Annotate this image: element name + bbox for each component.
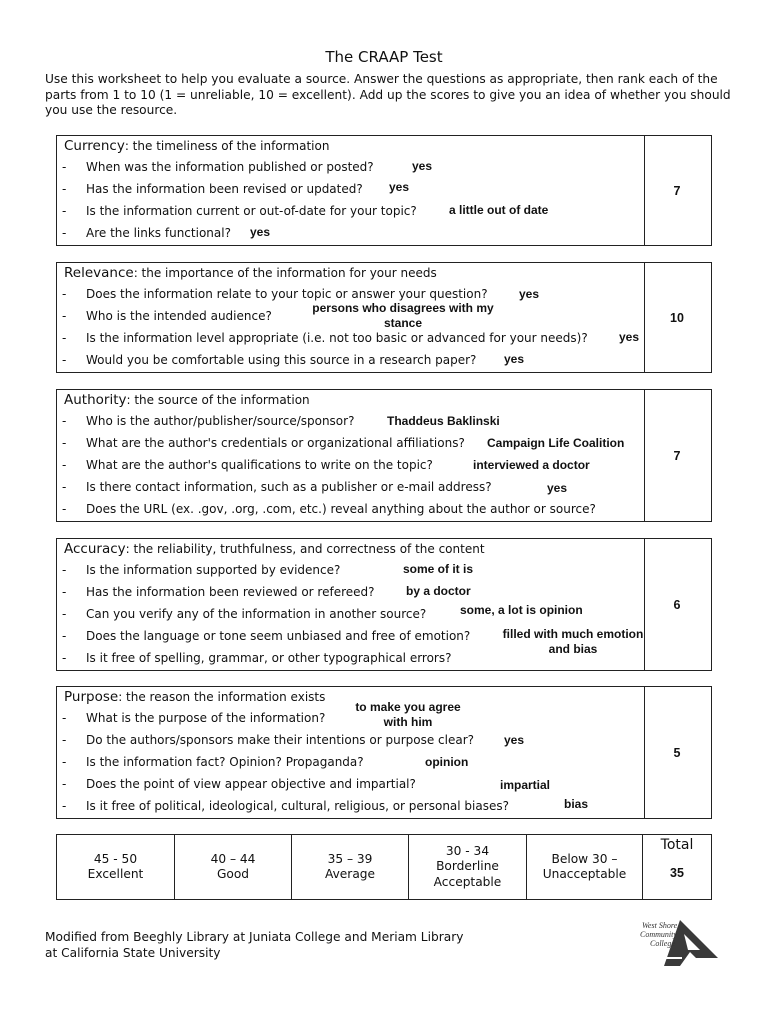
scale-cell: 35 – 39 Average: [292, 835, 409, 899]
question: - Is it free of spelling, grammar, or other typographical errors?: [62, 651, 452, 665]
section-score: 5: [673, 745, 681, 760]
college-logo: [640, 916, 720, 972]
section-heading: Purpose: the reason the information exists: [64, 689, 326, 705]
answer: Thaddeus Baklinski: [387, 414, 500, 428]
answer: to make you agree with him: [355, 700, 461, 729]
answer: some of it is: [403, 562, 474, 576]
svg-text:College: College: [650, 939, 675, 948]
score-scale-table: [56, 834, 712, 900]
section-heading: Relevance: the importance of the information for your needs: [64, 265, 437, 281]
question: - Has the information been revised or updated?: [62, 182, 363, 196]
answer: a little out of date: [449, 203, 549, 217]
answer: bias: [564, 797, 589, 811]
question: - Can you verify any of the information in another source?: [62, 607, 427, 621]
answer: yes: [504, 733, 525, 747]
answer: interviewed a doctor: [473, 458, 590, 472]
answer: Campaign Life Coalition: [487, 436, 625, 450]
question: - Has the information been reviewed or refereed?: [62, 585, 375, 599]
answer: yes: [250, 225, 271, 239]
answer: by a doctor: [406, 584, 471, 598]
question: - When was the information published or posted?: [62, 160, 374, 174]
section-heading: Currency: the timeliness of the information: [64, 138, 330, 154]
section-heading: Accuracy: the reliability, truthfulness, and correctness of the content: [64, 541, 485, 557]
question: - What are the author's credentials or organizational affiliations?: [62, 436, 465, 450]
total-label: Total: [660, 837, 694, 853]
svg-text:Community: Community: [640, 930, 677, 939]
answer: yes: [547, 481, 568, 495]
answer: persons who disagrees with my stance: [312, 301, 494, 330]
section-score: 7: [673, 448, 681, 463]
section-score: 7: [673, 183, 681, 198]
section-currency: [56, 135, 712, 246]
section-purpose: [56, 686, 712, 819]
answer: yes: [389, 180, 410, 194]
question: - What are the author's qualifications to write on the topic?: [62, 458, 433, 472]
question: - Is there contact information, such as a publisher or e-mail address?: [62, 480, 492, 494]
answer: yes: [412, 159, 433, 173]
svg-text:West Shore: West Shore: [642, 921, 678, 930]
section-relevance: [56, 262, 712, 373]
college-logo-mark: [640, 916, 720, 972]
answer: impartial: [500, 778, 551, 792]
scale-cell: 40 – 44 Good: [175, 835, 292, 899]
question: - Is the information level appropriate (i.e. not too basic or advanced for your needs)?: [62, 331, 588, 345]
scale-cell: 45 - 50 Excellent: [57, 835, 175, 899]
scale-cell: Below 30 – Unacceptable: [527, 835, 643, 899]
section-score: 10: [670, 310, 684, 325]
section-heading: Authority: the source of the information: [64, 392, 310, 408]
question: - Do the authors/sponsors make their intentions or purpose clear?: [62, 733, 475, 747]
question: - Who is the intended audience?: [62, 309, 272, 323]
footer-credit: Modified from Beeghly Library at Juniata College and Meriam Library at California State University: [45, 930, 464, 960]
section-score: 6: [673, 597, 681, 612]
question: - Would you be comfortable using this source in a research paper?: [62, 353, 477, 367]
question: - Does the information relate to your topic or answer your question?: [62, 287, 488, 301]
question: - Does the URL (ex. .gov, .org, .com, etc.) reveal anything about the author or source?: [62, 502, 596, 516]
total-cell: [643, 835, 711, 899]
question: - Is it free of political, ideological, cultural, religious, or personal biases?: [62, 799, 509, 813]
question: - Who is the author/publisher/source/sponsor?: [62, 414, 355, 428]
question: - Is the information fact? Opinion? Propaganda?: [62, 755, 364, 769]
question: - Does the point of view appear objective and impartial?: [62, 777, 416, 791]
answer: yes: [504, 352, 525, 366]
question: - What is the purpose of the information?: [62, 711, 326, 725]
total-value: 35: [670, 865, 684, 880]
scale-cell: 30 - 34 Borderline Acceptable: [409, 835, 527, 899]
answer: opinion: [425, 755, 469, 769]
question: - Does the language or tone seem unbiased and free of emotion?: [62, 629, 471, 643]
page-title: The CRAAP Test: [325, 48, 443, 66]
answer: filled with much emotion and bias: [502, 627, 644, 656]
answer: yes: [519, 287, 540, 301]
answer: yes: [619, 330, 640, 344]
question: - Is the information current or out-of-date for your topic?: [62, 204, 417, 218]
section-accuracy: [56, 538, 712, 671]
section-authority: [56, 389, 712, 522]
answer: some, a lot is opinion: [460, 603, 583, 617]
question: - Are the links functional?: [62, 226, 231, 240]
question: - Is the information supported by evidence?: [62, 563, 341, 577]
intro-text: Use this worksheet to help you evaluate a source. Answer the questions as appropriate, then rank each of the parts from 1 to 10 (1 = unreliable, 10 = excellent). Add up the scores to give you an idea of whether you should you use the resource.: [45, 72, 731, 117]
